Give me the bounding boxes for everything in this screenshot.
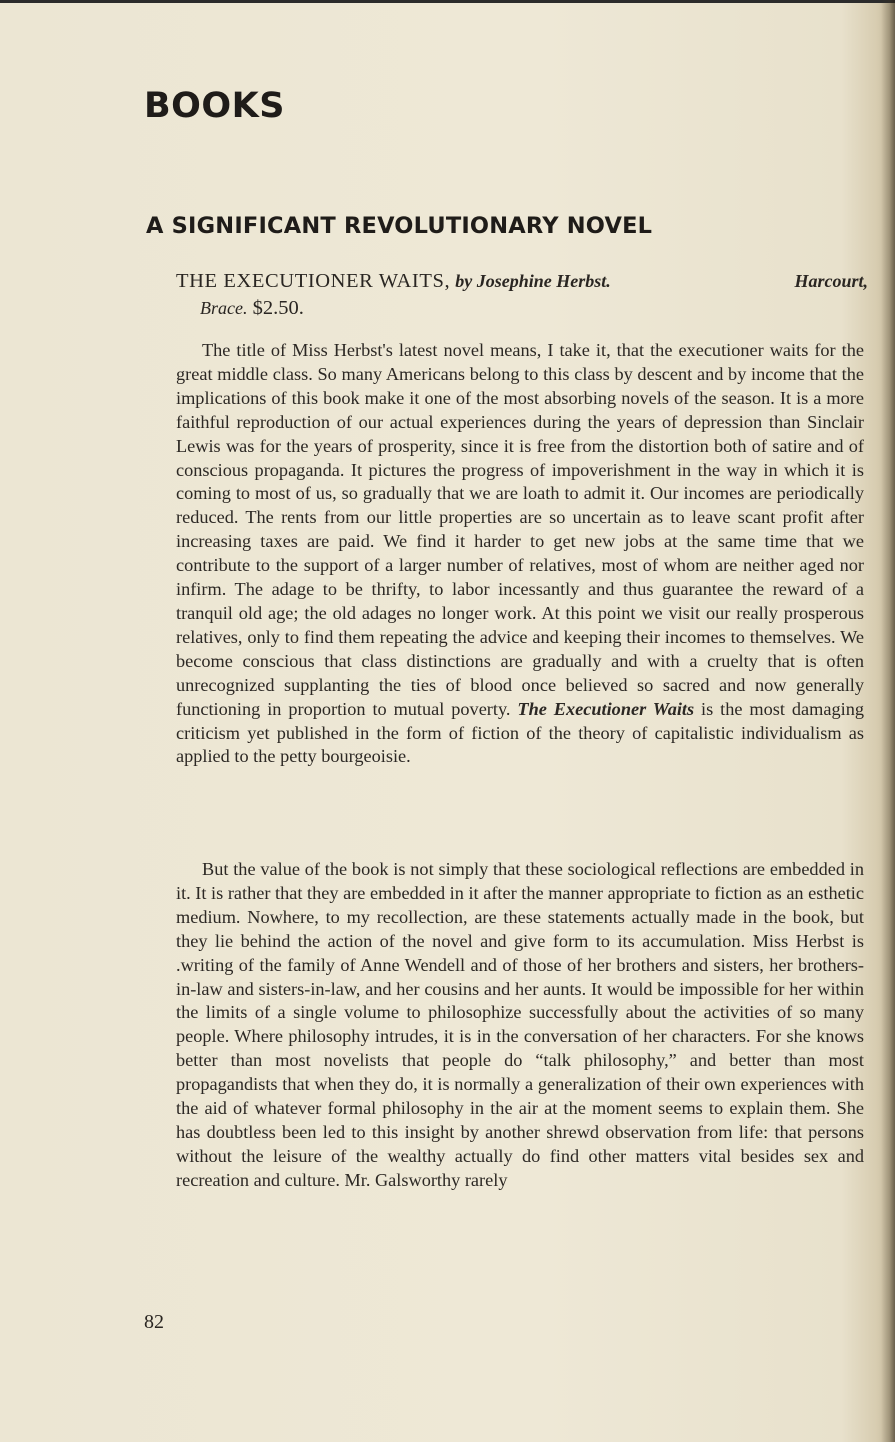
paragraph-1-text: The title of Miss Herbst's latest novel means, I take it, that the executioner waits for the great middle class. So many Americans belong to this class by descent and by income that the implications of this book make it one of the most absorbing novels of the season. It is a more faithful reproduction of our actual experiences during the years of depression than Sinclair Lewis was for the years of prosperity, since it is free from the distortion both of satire and of conscious propaganda. It pictures the progress of impoverishment in the way in which it is coming to most of us, so gradually that we are loath to admit it. Our incomes are periodically reduced. The rents from our little properties are so uncertain as to leave scant profit after increasing taxes are paid. We find it harder to get new jobs at the same time that we contribute to the support of a larger number of relatives, most of whom are neither aged nor infirm. The adage to be thrifty, to labor incessantly and thus guarantee the reward of a tranquil old age; the old adages no longer work. At this point we visit our really prosperous relatives, only to find them repeating the advice and keeping their incomes to themselves. We become conscious that class distinctions are gradually and with a cruelty that is often unrecognized supplanting the ties of blood once believed so sacred and now generally functioning in proportion to mutual poverty. <box>176 340 864 719</box>
section-heading: BOOKS <box>144 86 286 126</box>
review-paragraph-1 <box>176 339 864 769</box>
book-price: $2.50. <box>252 297 304 319</box>
page-number: 82 <box>144 1311 164 1333</box>
book-author: by Josephine Herbst. <box>455 271 611 291</box>
review-paragraph-2: But the value of the book is not simply that these sociological reflections are embedded in it. It is rather that they are embedded in it after the manner appropriate to fiction as an esthetic medium. Nowhere, to my recollection, are these statements actually made in the book, but they lie behind the action of the novel and give form to its accumulation. Miss Herbst is .writing of the family of Anne Wendell and of those of her brothers and sisters, her brothers-in-law and sisters-in-law, and her cousins and her aunts. It would be impossible for her within the limits of a single volume to philosophize successfully about the activities of so many people. Where philosophy intrudes, it is in the conversation of her characters. For she knows better than most novelists that people do “talk philosophy,” and better than most propagandists that when they do, it is normally a generalization of their own experiences with the aid of whatever formal philosophy in the air at the moment seems to explain them. She has doubtless been led to this insight by another shrewd observation from life: that persons without the leisure of the wealthy actually do find other matters vital besides sex and recreation and culture. Mr. Galsworthy rarely <box>176 859 864 1190</box>
article-title: A SIGNIFICANT REVOLUTIONARY NOVEL <box>146 213 653 239</box>
book-citation <box>176 268 868 295</box>
publisher-continued: Brace. <box>200 298 248 318</box>
paragraph-1-text-end: is the most damaging criticism yet published in the form of fiction of the theory of capitalistic individualism as applied to the petty bourgeoisie. <box>176 698 864 767</box>
book-title: THE EXECUTIONER WAITS, <box>176 270 451 292</box>
book-title-inline: The Executioner Waits <box>517 698 695 719</box>
book-citation-continued <box>200 295 304 322</box>
publisher: Harcourt, <box>794 271 868 291</box>
top-rule <box>0 0 895 3</box>
page-edge-shadow <box>881 0 895 1442</box>
